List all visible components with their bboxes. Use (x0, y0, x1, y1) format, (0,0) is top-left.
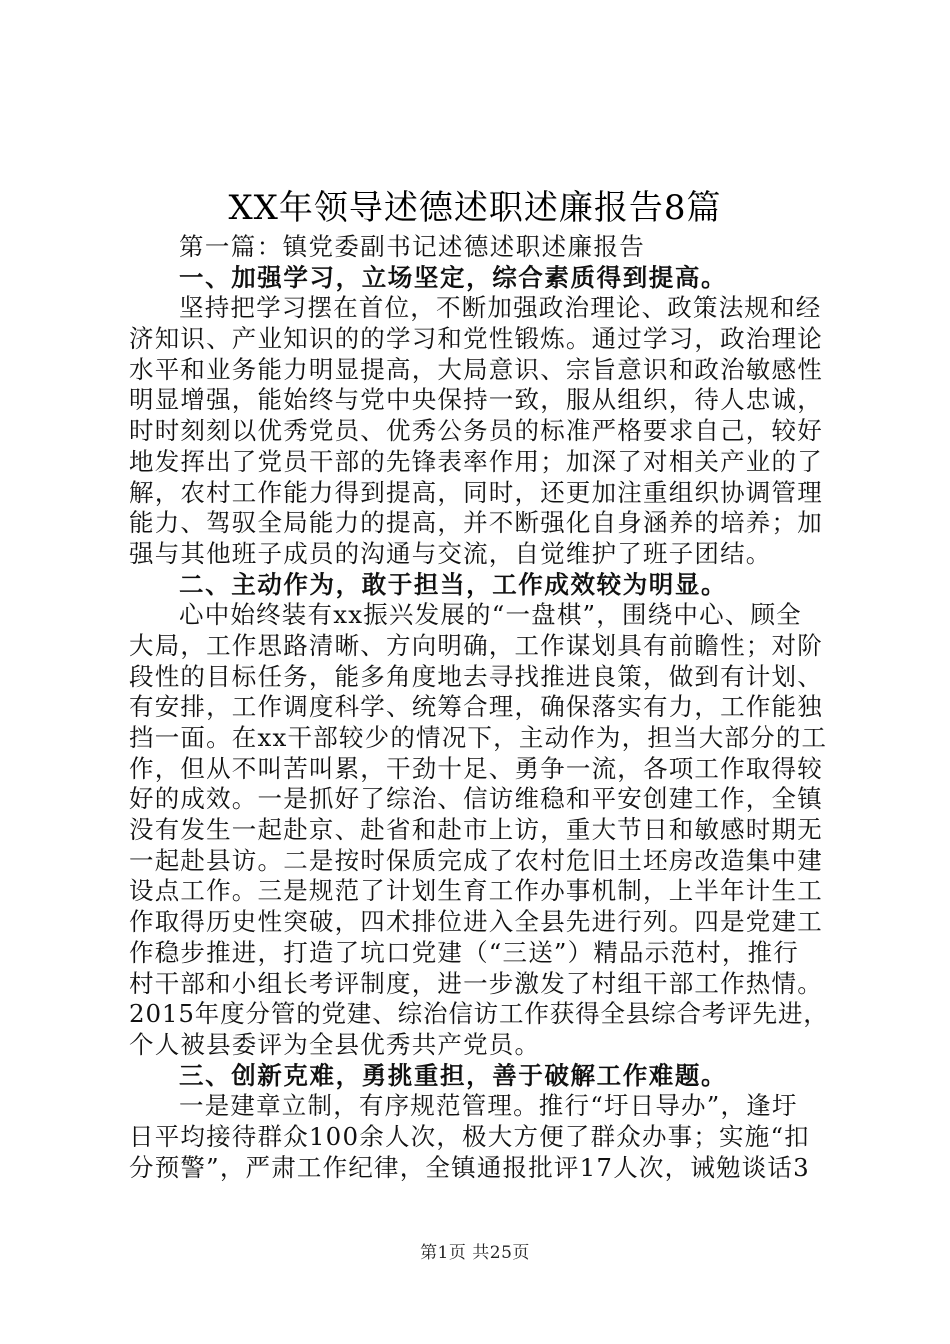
body-text-line: 分预警”，严肃工作纪律，全镇通报批评17人次，诫勉谈话3 (129, 1152, 810, 1182)
body-text-line: 济知识、产业知识的的学习和党性锻炼。通过学习，政治理论 (129, 324, 823, 354)
body-text-line: 作稳步推进，打造了坑口党建（“三送”）精品示范村，推行 (129, 937, 799, 967)
body-text-line: 有安排，工作调度科学、统筹合理，确保落实有力，工作能独 (129, 692, 823, 722)
document-body (129, 232, 829, 1183)
body-text-line: 作取得历史性突破，四术排位进入全县先进行列。四是党建工 (129, 907, 823, 937)
body-text-line: 强与其他班子成员的沟通与交流，自觉维护了班子团结。 (129, 538, 772, 568)
body-text-line: 好的成效。一是抓好了综治、信访维稳和平安创建工作，全镇 (129, 784, 823, 814)
page-number-footer: 第1页 共25页 (420, 1243, 530, 1263)
body-text-line: 没有发生一起赴京、赴省和赴市上访，重大节日和敏感时期无 (129, 815, 823, 845)
body-text-line: 2015年度分管的党建、综治信访工作获得全县综合考评先进， (129, 999, 829, 1029)
body-text-line: 坚持把学习摆在首位，不断加强政治理论、政策法规和经 (179, 293, 822, 323)
body-text-line: 作，但从不叫苦叫累，干劲十足、勇争一流，各项工作取得较 (129, 753, 823, 783)
body-text-line: 个人被县委评为全县优秀共产党员。 (129, 1029, 541, 1059)
body-text-line: 地发挥出了党员干部的先锋表率作用；加深了对相关产业的了 (129, 446, 823, 476)
body-text-line: 一是建章立制，有序规范管理。推行“圩日导办”，逢圩 (179, 1091, 798, 1121)
body-text-line: 村干部和小组长考评制度，进一步激发了村组干部工作热情。 (129, 968, 823, 998)
body-text-line: 设点工作。三是规范了计划生育工作办事机制，上半年计生工 (129, 876, 823, 906)
body-text-line: 段性的目标任务，能多角度地去寻找推进良策，做到有计划、 (129, 661, 823, 691)
body-text-line: 大局，工作思路清晰、方向明确，工作谋划具有前瞻性；对阶 (129, 630, 823, 660)
body-text-line: 挡一面。在xx干部较少的情况下，主动作为，担当大部分的工 (129, 723, 828, 752)
body-text-line: 明显增强，能始终与党中央保持一致，服从组织，待人忠诚， (129, 385, 823, 415)
section-heading: 一、加强学习，立场坚定，综合素质得到提高。 (179, 262, 728, 292)
document-title: XX年领导述德述职述廉报告8篇 (228, 188, 722, 228)
body-text-line: 能力、驾驭全局能力的提高，并不断强化自身涵养的培养；加 (129, 508, 823, 538)
section-heading: 二、主动作为，敢于担当，工作成效较为明显。 (179, 569, 728, 599)
body-text-line: 心中始终装有xx振兴发展的“一盘棋”，围绕中心、顾全 (179, 600, 802, 630)
section-heading: 三、创新克难，勇挑重担，善于破解工作难题。 (179, 1060, 728, 1090)
body-text-line: 日平均接待群众100余人次，极大方便了群众办事；实施“扣 (129, 1121, 810, 1151)
body-text-line: 解，农村工作能力得到提高，同时，还更加注重组织协调管理 (129, 477, 823, 507)
body-text-line: 水平和业务能力明显提高，大局意识、宗旨意识和政治敏感性 (129, 354, 823, 384)
body-text-line: 时时刻刻以优秀党员、优秀公务员的标准严格要求自己，较好 (129, 416, 823, 446)
chapter-subtitle: 第一篇：镇党委副书记述德述职述廉报告 (179, 232, 646, 261)
body-text-line: 一起赴县访。二是按时保质完成了农村危旧土坯房改造集中建 (129, 845, 823, 875)
